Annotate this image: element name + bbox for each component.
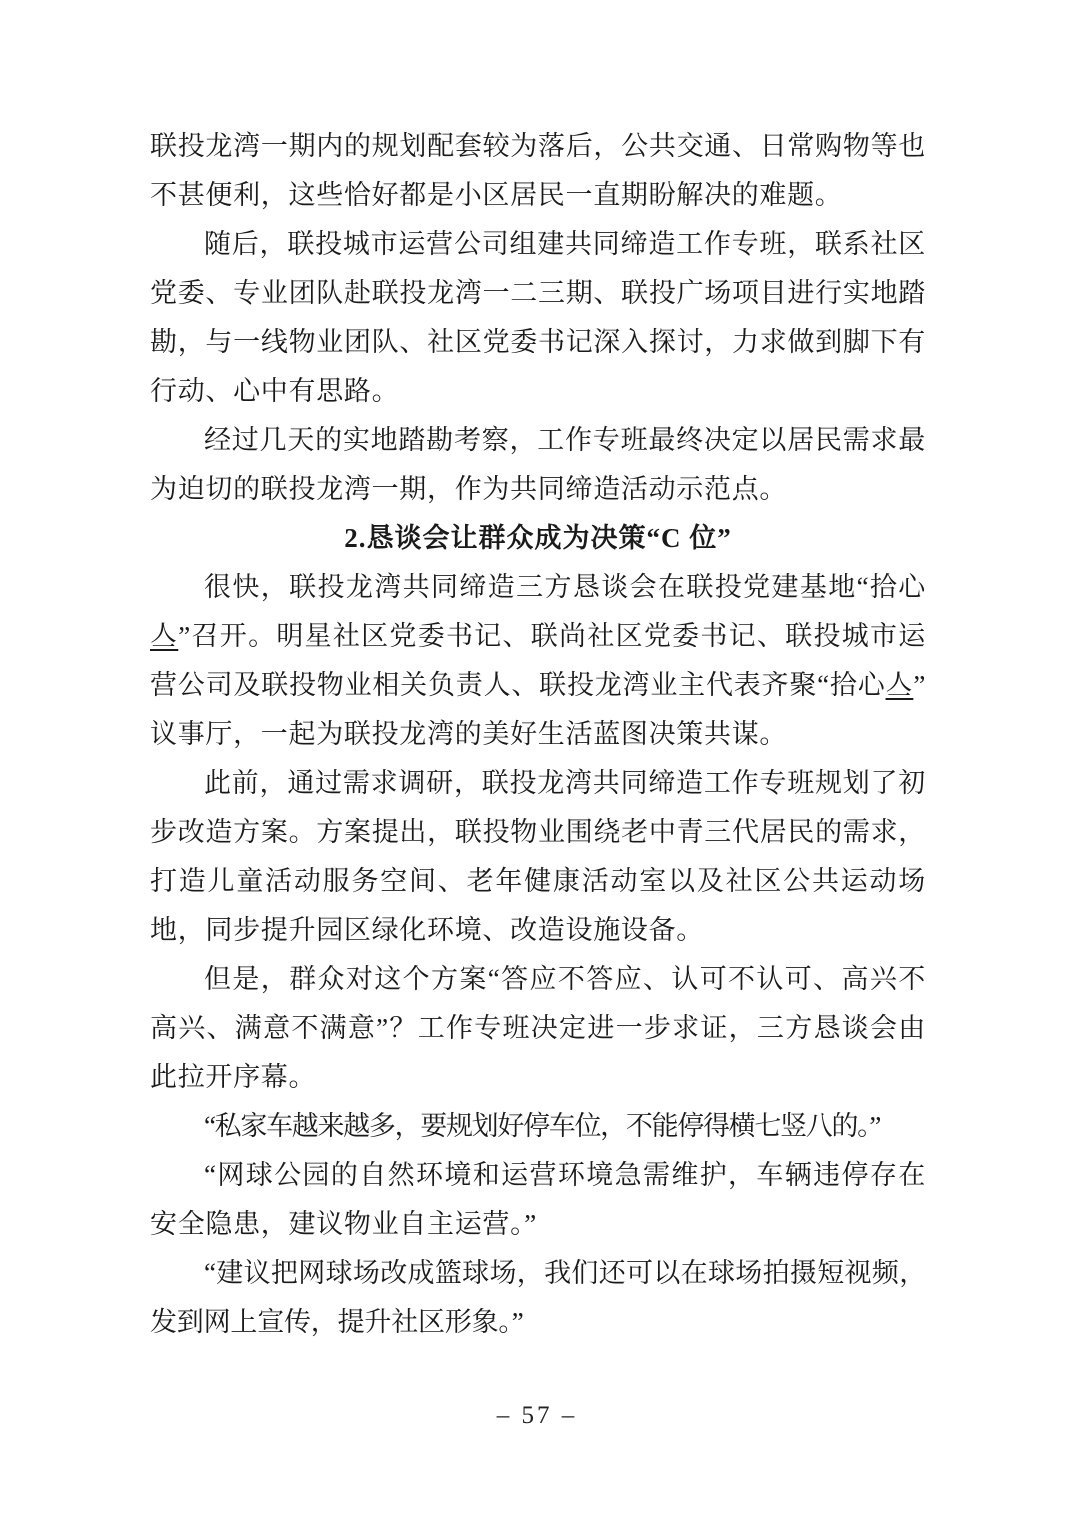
- section-heading: 2.恳谈会让群众成为决策“C 位”: [344, 523, 732, 553]
- page-number: – 57 –: [496, 1402, 578, 1429]
- quote-paragraph: “建议把网球场改成篮球场，我们还可以在球场拍摄短视频，发到网上宣传，提升社区形象。”: [150, 1258, 926, 1337]
- quote-paragraph: “网球公园的自然环境和运营环境急需维护，车辆违停存在安全隐患，建议物业自主运营。”: [150, 1160, 926, 1239]
- quote-paragraph: “私家车越来越多，要规划好停车位，不能停得横七竖八的。”: [204, 1111, 881, 1141]
- body-paragraph: 随后，联投城市运营公司组建共同缔造工作专班，联系社区党委、专业团队赴联投龙湾一二三期、联投广场项目进行实地踏勘，与一线物业团队、社区党委书记深入探讨，力求做到脚下有行动、心中有思路。: [150, 229, 926, 406]
- body-paragraph: 联投龙湾一期内的规划配套较为落后，公共交通、日常购物等也不甚便利，这些恰好都是小区居民一直期盼解决的难题。: [150, 131, 926, 210]
- document-body: [150, 122, 926, 1347]
- body-paragraph: 但是，群众对这个方案“答应不答应、认可不认可、高兴不高兴、满意不满意”？工作专班决定进一步求证，三方恳谈会由此拉开序幕。: [150, 964, 926, 1092]
- body-paragraph: 经过几天的实地踏勘考察，工作专班最终决定以居民需求最为迫切的联投龙湾一期，作为共同缔造活动示范点。: [150, 425, 926, 504]
- body-paragraph: 此前，通过需求调研，联投龙湾共同缔造工作专班规划了初步改造方案。方案提出，联投物业围绕老中青三代居民的需求，打造儿童活动服务空间、老年健康活动室以及社区公共运动场地，同步提升园区绿化环境、改造设施设备。: [150, 768, 926, 945]
- body-paragraph: 很快，联投龙湾共同缔造三方恳谈会在联投党建基地“拾心亼”召开。明星社区党委书记、联尚社区党委书记、联投城市运营公司及联投物业相关负责人、联投龙湾业主代表齐聚“拾心亼”议事厅，一起为联投龙湾的美好生活蓝图决策共谋。: [150, 572, 927, 749]
